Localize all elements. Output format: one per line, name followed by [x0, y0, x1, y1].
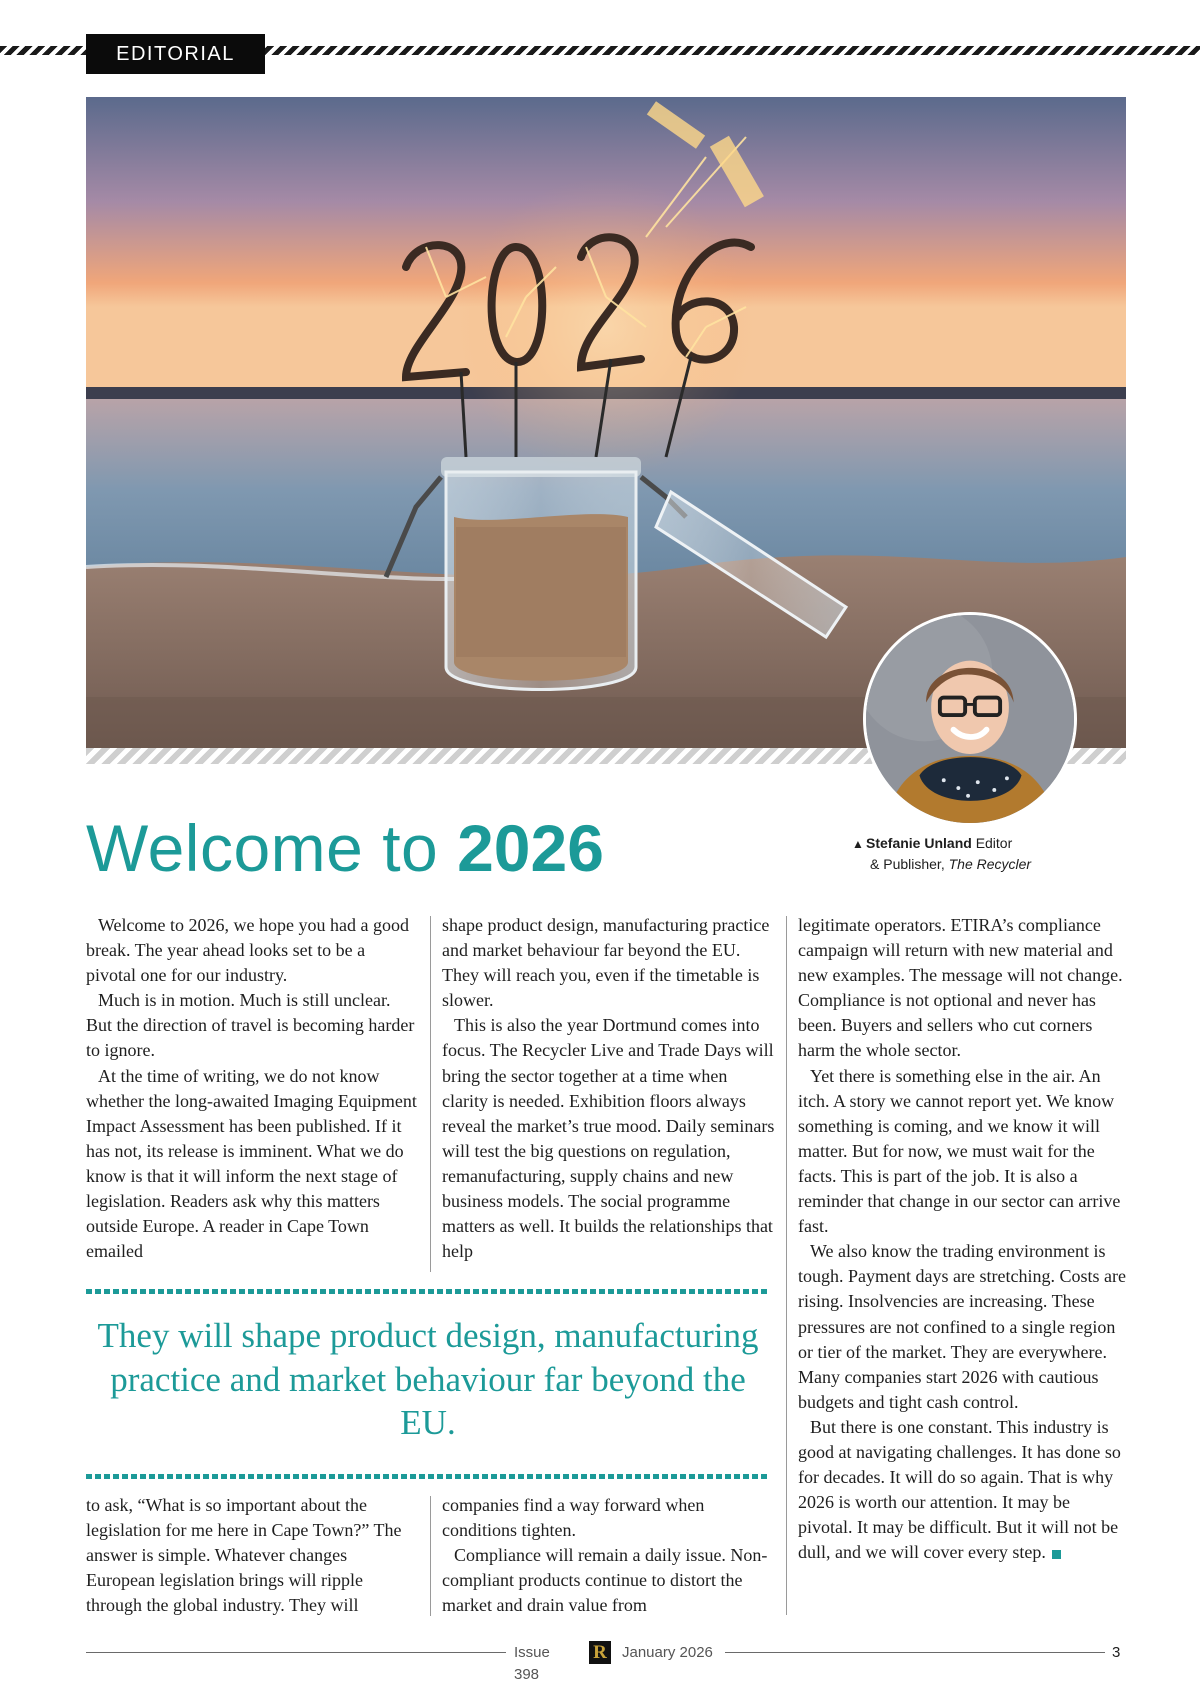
- footer-rule-left: [86, 1652, 506, 1653]
- paragraph-final-text: But there is one constant. This industry is good at navigating challenges. It has done so for decades. It will do so again. That is why 2026 is worth our attention. It may be pivotal. It may be difficult. But it will not be dull, and we will cover every step.: [798, 1416, 1121, 1563]
- footer-rule-right: [725, 1652, 1105, 1653]
- caption-marker: ▲: [852, 837, 864, 851]
- caption-role: Editor: [975, 835, 1013, 851]
- footer-issue: Issue 398: [514, 1644, 550, 1683]
- column-divider: [430, 916, 431, 1272]
- caption-name: Stefanie Unland: [866, 835, 972, 851]
- paragraph: We also know the trading environment is tough. Payment days are stretching. Costs are rising. Insolvencies are increasing. These pressures are not confined to a single region or tier of the market. They are everywhere. Many companies start 2026 with cautious budgets and tight cash control.: [798, 1241, 1126, 1412]
- pullquote-rule-top: [86, 1289, 770, 1294]
- publication-logo: R: [589, 1641, 611, 1664]
- editor-portrait: [863, 612, 1077, 826]
- footer-date: January 2026: [622, 1644, 713, 1661]
- column-divider: [430, 1496, 431, 1616]
- paragraph: Welcome to 2026, we hope you had a good break. The year ahead looks set to be a pivotal one for our industry.: [86, 915, 409, 986]
- paragraph-continued: legitimate operators. ETIRA’s compliance campaign will return with new material and new examples. The message will not change. Compliance is not optional and never has been. Buyers and sellers who cut corners harm the whole sector.: [798, 915, 1123, 1061]
- paragraph: Yet there is something else in the air. An itch. A story we cannot report yet. We know something is coming, and we know it will matter. But for now, we must wait for the facts. This is part of the job. It is also a reminder that change in our sector can arrive fast.: [798, 1065, 1121, 1237]
- column-divider: [786, 916, 787, 1615]
- pull-quote: They will shape product design, manufacturing practice and market behaviour far beyond the EU.: [97, 1316, 759, 1442]
- body-column-2: [442, 913, 777, 1264]
- paragraph-final: [798, 1415, 1126, 1566]
- paragraph-continued: companies find a way forward when conditions tighten.: [442, 1495, 705, 1541]
- body-column-3: [798, 913, 1126, 1565]
- title-light: Welcome to: [86, 811, 458, 885]
- photo-caption: [852, 833, 1110, 874]
- caption-prefix: & Publisher,: [870, 856, 949, 872]
- body-column-1-lower: [86, 1493, 419, 1618]
- caption-publication: The Recycler: [948, 856, 1032, 872]
- pullquote-rule-bottom: [86, 1474, 770, 1479]
- body-column-2-lower: [442, 1493, 777, 1618]
- end-square-icon: [1052, 1550, 1061, 1559]
- paragraph-continued: shape product design, manufacturing practice and market behaviour far beyond the EU. They will reach you, even if the timetable is slower.: [442, 915, 770, 1011]
- section-label: EDITORIAL: [86, 34, 265, 74]
- page-number: 3: [1112, 1644, 1121, 1661]
- body-column-1: [86, 913, 419, 1264]
- paragraph: This is also the year Dortmund comes into focus. The Recycler Live and Trade Days will bring the sector together at a time when clarity is needed. Exhibition floors always reveal the market’s true mood. Daily seminars will test the big questions on regulation, remanufacturing, supply chains and new business models. The social programme matters as well. It builds the relationships that help: [442, 1015, 775, 1262]
- paragraph: Compliance will remain a daily issue. Non-compliant products continue to distort the market and drain value from: [442, 1545, 768, 1616]
- paragraph: Much is in motion. Much is still unclear. But the direction of travel is becoming harder to ignore.: [86, 990, 415, 1061]
- editor-portrait-photo: [866, 615, 1074, 823]
- paragraph: At the time of writing, we do not know whether the long-awaited Imaging Equipment Impact Assessment has been published. If it has not, its release is imminent. What we do know is that it will inform the next stage of legislation. Readers ask why this matters outside Europe. A reader in Cape Town emailed: [86, 1065, 417, 1262]
- page-title: [86, 808, 604, 888]
- paragraph-continued: to ask, “What is so important about the legislation for me here in Cape Town?” The answer is simple. Whatever changes European legislation brings will ripple through the global industry. They will: [86, 1495, 402, 1616]
- title-bold: 2026: [457, 811, 604, 885]
